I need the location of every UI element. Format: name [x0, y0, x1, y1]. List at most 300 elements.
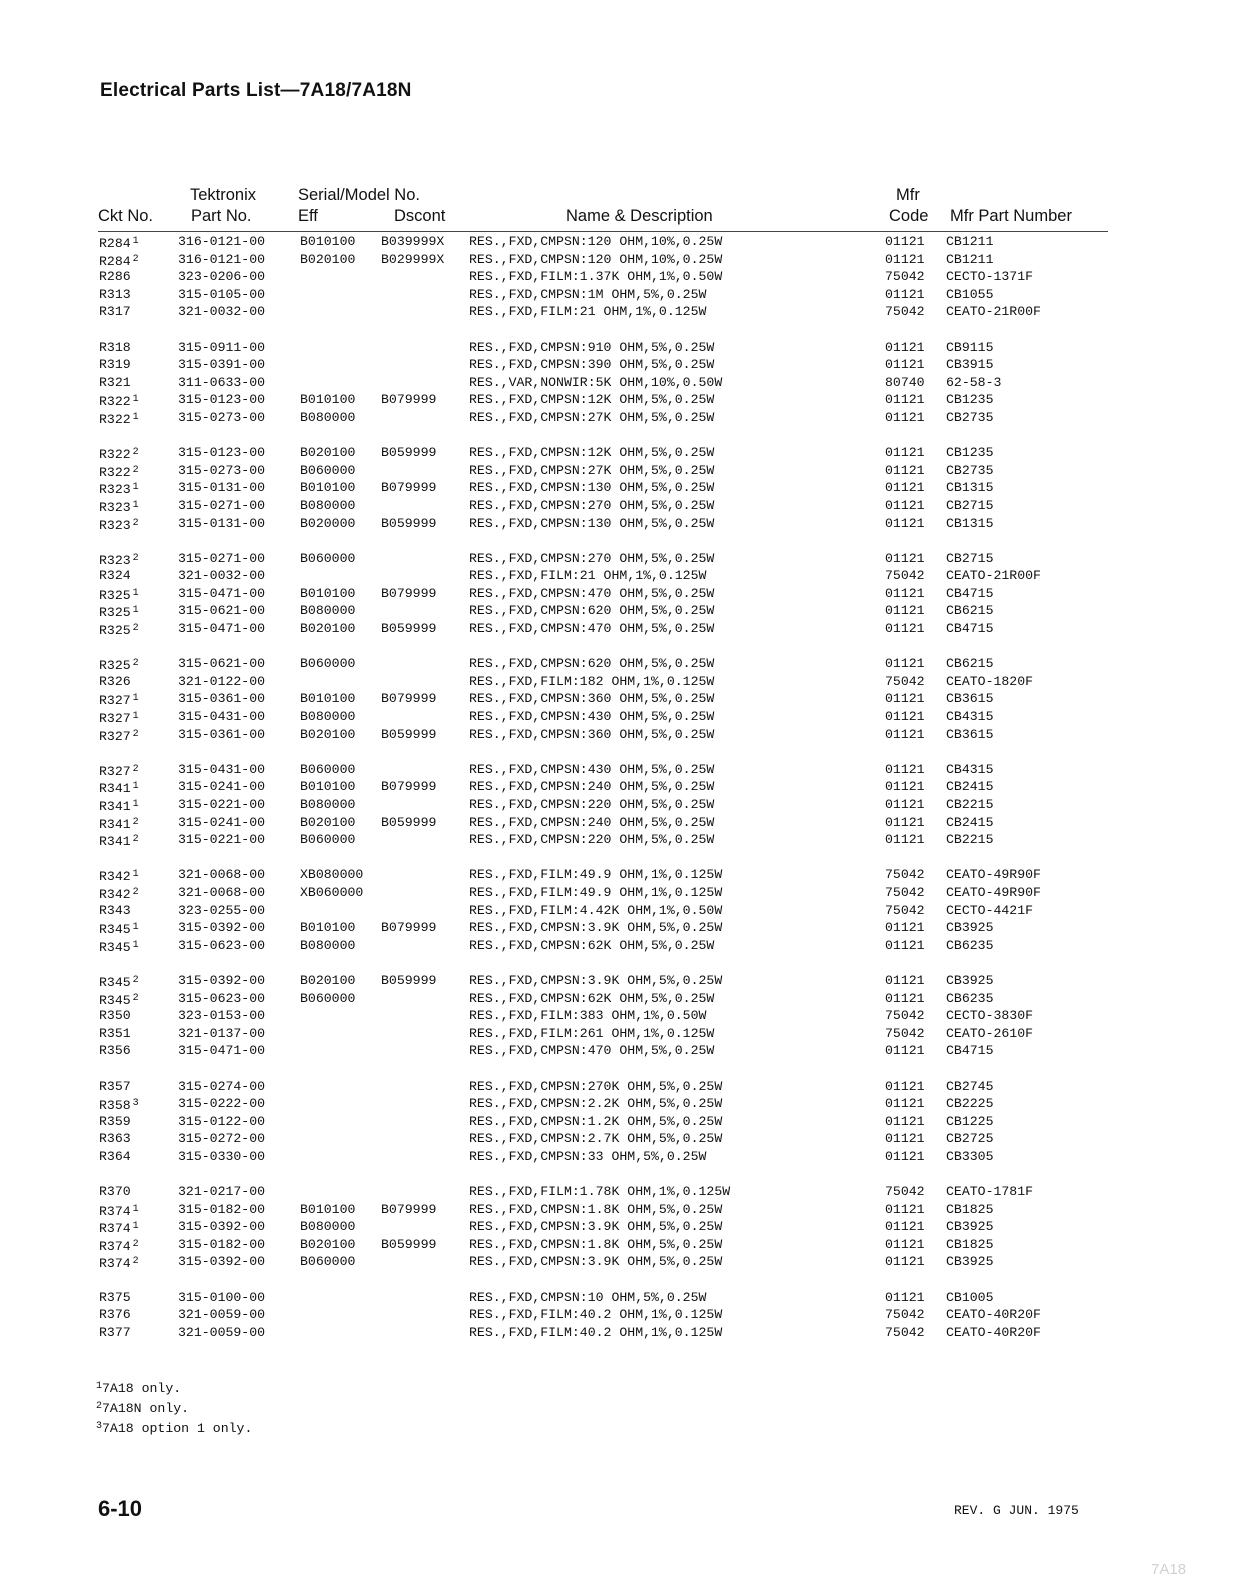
mfr-code-cell: 01121 [885, 286, 925, 302]
table-row [0, 374, 1234, 392]
part-no-cell: 315-0392-00 [178, 920, 266, 936]
eff-cell: B060000 [300, 832, 356, 848]
part-no-cell: 315-0361-00 [178, 726, 266, 742]
mfr-part-number-cell: CB3925 [946, 1254, 994, 1270]
ckt-no-cell: R317 [99, 304, 131, 320]
ckt-no-cell: R342 $^2$ [99, 886, 139, 902]
name-description-cell: RES.,FXD,CMPSN:470 OHM,5%,0.25W [469, 621, 715, 637]
ckt-no-cell: R376 [99, 1307, 131, 1323]
footnote-mark: 1 [132, 869, 139, 881]
mfr-part-number-cell: CB1315 [946, 515, 994, 531]
ckt-no-cell: R324 [99, 568, 131, 584]
eff-cell: B010100 [300, 234, 356, 249]
footnote-mark: 1 [132, 1221, 139, 1233]
part-no-cell: 321-0059-00 [178, 1324, 266, 1340]
part-no-cell: 315-0471-00 [178, 1043, 266, 1059]
table-row [0, 1042, 1234, 1060]
mfr-code-cell: 01121 [885, 990, 925, 1006]
header-tektronix: Tektronix [190, 186, 257, 204]
mfr-part-number-cell: CB1315 [946, 480, 994, 496]
ckt-no-cell: R323 $^1$ [99, 482, 139, 498]
name-description-cell: RES.,FXD,CMPSN:120 OHM,10%,0.25W [469, 234, 723, 249]
table-row [0, 391, 1234, 409]
dscont-cell: B079999 [381, 392, 437, 408]
name-description-cell: RES.,FXD,CMPSN:27K OHM,5%,0.25W [469, 462, 715, 478]
revision-label: REV. G JUN. 1975 [954, 1503, 1079, 1518]
mfr-code-cell: 01121 [885, 1289, 925, 1305]
part-no-cell: 315-0621-00 [178, 603, 266, 619]
footnotes [96, 1378, 252, 1438]
name-description-cell: RES.,FXD,FILM:21 OHM,1%,0.125W [469, 304, 707, 320]
part-no-cell: 315-0122-00 [178, 1113, 266, 1129]
dscont-cell: B079999 [381, 585, 437, 601]
name-description-cell: RES.,FXD,CMPSN:220 OHM,5%,0.25W [469, 832, 715, 848]
dscont-cell: B079999 [381, 480, 437, 496]
ckt-no-cell: R341 $^1$ [99, 799, 139, 814]
table-row [0, 602, 1234, 620]
name-description-cell: RES.,FXD,CMPSN:10 OHM,5%,0.25W [469, 1289, 707, 1305]
ckt-no-cell: R286 [99, 269, 131, 285]
row-group [0, 1183, 1234, 1271]
ckt-no-cell: R358 $^3$ [99, 1098, 139, 1114]
dscont-cell: B059999 [381, 814, 437, 830]
name-description-cell: RES.,FXD,FILM:1.37K OHM,1%,0.50W [469, 269, 723, 285]
eff-cell: B080000 [300, 603, 356, 619]
mfr-code-cell: 01121 [885, 515, 925, 531]
part-no-cell: 315-0241-00 [178, 779, 266, 795]
table-row [0, 972, 1234, 990]
part-no-cell: 315-0392-00 [178, 972, 266, 988]
part-no-cell: 321-0137-00 [178, 1025, 266, 1041]
mfr-part-number-cell: CB2715 [946, 550, 994, 566]
eff-cell: B010100 [300, 480, 356, 496]
footnote-mark: 2 [132, 623, 139, 635]
row-group [0, 761, 1234, 849]
ckt-no-cell: R345 $^1$ [99, 922, 139, 938]
header-part-no: Part No. [191, 207, 252, 225]
name-description-cell: RES.,FXD,CMPSN:120 OHM,10%,0.25W [469, 251, 723, 267]
mfr-code-cell: 01121 [885, 937, 925, 953]
ckt-no-cell: R327 $^2$ [99, 728, 139, 744]
mfr-part-number-cell: CB3925 [946, 920, 994, 936]
name-description-cell: RES.,FXD,CMPSN:1.8K OHM,5%,0.25W [469, 1236, 723, 1252]
eff-cell: B080000 [300, 409, 356, 425]
mfr-part-number-cell: CEATO-1820F [946, 673, 1034, 689]
mfr-part-number-cell: CB1225 [946, 1113, 994, 1129]
part-no-cell: 315-0273-00 [178, 409, 266, 425]
ckt-no-cell: R326 [99, 673, 131, 689]
name-description-cell: RES.,FXD,CMPSN:390 OHM,5%,0.25W [469, 357, 715, 373]
part-no-cell: 315-0123-00 [178, 445, 266, 461]
footnote-mark: 2 [132, 974, 139, 986]
table-row [0, 761, 1234, 779]
table-row [0, 339, 1234, 357]
table-row [0, 1078, 1234, 1096]
footnote-mark: 2 [132, 552, 139, 564]
footnote-mark: 2 [132, 816, 139, 828]
ckt-no-cell: R321 [99, 374, 131, 390]
name-description-cell: RES.,FXD,FILM:40.2 OHM,1%,0.125W [469, 1324, 723, 1340]
mfr-code-cell: 75042 [885, 568, 925, 584]
mfr-code-cell: 01121 [885, 709, 925, 725]
header-eff: Eff [298, 207, 318, 225]
table-row [0, 1113, 1234, 1131]
mfr-part-number-cell: CB1235 [946, 392, 994, 408]
mfr-part-number-cell: CEATO-49R90F [946, 867, 1041, 883]
table-row [0, 1025, 1234, 1043]
part-no-cell: 316-0121-00 [178, 234, 266, 249]
footnote-mark: 2 [132, 447, 139, 459]
footnote: $^2$7A18N only. [96, 1401, 190, 1416]
mfr-code-cell: 01121 [885, 462, 925, 478]
mfr-part-number-cell: CB1825 [946, 1201, 994, 1217]
mfr-part-number-cell: CB1211 [946, 251, 994, 267]
ckt-no-cell: R325 $^1$ [99, 605, 139, 621]
ckt-no-cell: R359 [99, 1113, 131, 1129]
mfr-part-number-cell: CEATO-40R20F [946, 1307, 1041, 1323]
ckt-no-cell: R284 $^1$ [99, 236, 139, 251]
mfr-part-number-cell: CB4315 [946, 761, 994, 777]
name-description-cell: RES.,FXD,CMPSN:220 OHM,5%,0.25W [469, 797, 715, 812]
name-description-cell: RES.,FXD,CMPSN:270 OHM,5%,0.25W [469, 550, 715, 566]
mfr-code-cell: 01121 [885, 339, 925, 355]
mfr-part-number-cell: CEATO-1781F [946, 1184, 1034, 1200]
mfr-part-number-cell: CB3615 [946, 691, 994, 707]
part-no-cell: 311-0633-00 [178, 374, 266, 390]
part-no-cell: 315-0273-00 [178, 462, 266, 478]
ckt-no-cell: R327 $^2$ [99, 763, 139, 779]
dscont-cell: B059999 [381, 1236, 437, 1252]
mfr-part-number-cell: CB2735 [946, 462, 994, 478]
mfr-part-number-cell: CEATO-2610F [946, 1025, 1034, 1041]
mfr-code-cell: 01121 [885, 409, 925, 425]
eff-cell: B010100 [300, 392, 356, 408]
footnote-mark: 1 [132, 605, 139, 617]
footnote-mark: 1 [132, 693, 139, 705]
part-no-cell: 315-0100-00 [178, 1289, 266, 1305]
ckt-no-cell: R363 [99, 1131, 131, 1147]
footnote-mark: 1 [132, 939, 139, 951]
name-description-cell: RES.,FXD,CMPSN:470 OHM,5%,0.25W [469, 1043, 715, 1059]
name-description-cell: RES.,FXD,CMPSN:910 OHM,5%,0.25W [469, 339, 715, 355]
table-row [0, 303, 1234, 321]
header-code: Code [889, 207, 929, 225]
eff-cell: B020100 [300, 1236, 356, 1252]
mfr-code-cell: 01121 [885, 1078, 925, 1094]
mfr-part-number-cell: CB1211 [946, 234, 994, 249]
ckt-no-cell: R356 [99, 1043, 131, 1059]
part-no-cell: 315-0392-00 [178, 1219, 266, 1235]
eff-cell: B080000 [300, 937, 356, 953]
footnote-mark: 2 [132, 253, 139, 265]
mfr-part-number-cell: CB2215 [946, 797, 994, 812]
ckt-no-cell: R313 [99, 286, 131, 302]
eff-cell: B020000 [300, 515, 356, 531]
eff-cell: B080000 [300, 709, 356, 725]
part-no-cell: 315-0391-00 [178, 357, 266, 373]
mfr-code-cell: 01121 [885, 656, 925, 672]
name-description-cell: RES.,FXD,CMPSN:1.8K OHM,5%,0.25W [469, 1201, 723, 1217]
mfr-part-number-cell: CECTO-4421F [946, 902, 1034, 918]
part-no-cell: 315-0471-00 [178, 585, 266, 601]
name-description-cell: RES.,FXD,FILM:261 OHM,1%,0.125W [469, 1025, 715, 1041]
footnote-mark: 2 [132, 728, 139, 740]
footnote-mark: 2 [132, 1238, 139, 1250]
mfr-part-number-cell: CEATO-21R00F [946, 568, 1041, 584]
name-description-cell: RES.,FXD,CMPSN:430 OHM,5%,0.25W [469, 709, 715, 725]
mfr-code-cell: 75042 [885, 1025, 925, 1041]
name-description-cell: RES.,FXD,CMPSN:2.2K OHM,5%,0.25W [469, 1096, 723, 1112]
table-row [0, 1201, 1234, 1219]
ckt-no-cell: R377 [99, 1324, 131, 1340]
mfr-part-number-cell: CB3915 [946, 357, 994, 373]
row-group [0, 866, 1234, 954]
footnote-mark: 1 [132, 1203, 139, 1215]
table-row [0, 1183, 1234, 1201]
mfr-part-number-cell: CEATO-21R00F [946, 304, 1041, 320]
table-row [0, 902, 1234, 920]
part-no-cell: 315-0131-00 [178, 480, 266, 496]
table-row [0, 585, 1234, 603]
mfr-code-cell: 01121 [885, 972, 925, 988]
mfr-code-cell: 01121 [885, 726, 925, 742]
eff-cell: B080000 [300, 497, 356, 513]
name-description-cell: RES.,FXD,CMPSN:130 OHM,5%,0.25W [469, 480, 715, 496]
footnote-mark: 3 [132, 1098, 139, 1110]
name-description-cell: RES.,FXD,CMPSN:62K OHM,5%,0.25W [469, 990, 715, 1006]
table-row [0, 1007, 1234, 1025]
name-description-cell: RES.,FXD,CMPSN:360 OHM,5%,0.25W [469, 726, 715, 742]
mfr-code-cell: 01121 [885, 1043, 925, 1059]
name-description-cell: RES.,FXD,FILM:21 OHM,1%,0.125W [469, 568, 707, 584]
ckt-no-cell: R374 $^1$ [99, 1221, 139, 1237]
part-no-cell: 321-0032-00 [178, 304, 266, 320]
name-description-cell: RES.,FXD,FILM:182 OHM,1%,0.125W [469, 673, 715, 689]
table-row [0, 708, 1234, 726]
page-title: Electrical Parts List—7A18/7A18N [100, 80, 412, 101]
mfr-code-cell: 01121 [885, 621, 925, 637]
footnote: $^1$7A18 only. [96, 1381, 182, 1396]
table-row [0, 690, 1234, 708]
name-description-cell: RES.,FXD,CMPSN:62K OHM,5%,0.25W [469, 937, 715, 953]
part-no-cell: 315-0131-00 [178, 515, 266, 531]
part-no-cell: 321-0068-00 [178, 867, 266, 883]
table-row [0, 1306, 1234, 1324]
name-description-cell: RES.,FXD,CMPSN:3.9K OHM,5%,0.25W [469, 1219, 723, 1235]
ckt-no-cell: R370 [99, 1184, 131, 1200]
ckt-no-cell: R325 $^2$ [99, 658, 139, 674]
mfr-part-number-cell: CB1825 [946, 1236, 994, 1252]
mfr-code-cell: 01121 [885, 1148, 925, 1164]
table-row [0, 1130, 1234, 1148]
ckt-no-cell: R322 $^2$ [99, 464, 139, 480]
mfr-part-number-cell: CB3305 [946, 1148, 994, 1164]
eff-cell: B060000 [300, 990, 356, 1006]
ckt-no-cell: R345 $^2$ [99, 974, 139, 990]
table-row [0, 866, 1234, 884]
mfr-code-cell: 01121 [885, 357, 925, 373]
mfr-part-number-cell: CB4715 [946, 585, 994, 601]
name-description-cell: RES.,FXD,CMPSN:430 OHM,5%,0.25W [469, 761, 715, 777]
mfr-code-cell: 01121 [885, 497, 925, 513]
ckt-no-cell: R323 $^2$ [99, 517, 139, 533]
part-no-cell: 315-0241-00 [178, 814, 266, 830]
table-row [0, 778, 1234, 796]
part-no-cell: 315-0361-00 [178, 691, 266, 707]
mfr-part-number-cell: CB9115 [946, 339, 994, 355]
name-description-cell: RES.,FXD,CMPSN:270 OHM,5%,0.25W [469, 497, 715, 513]
footnote-mark: 1 [132, 499, 139, 511]
corner-mark: 7A18 [1151, 1561, 1187, 1578]
part-no-cell: 315-0431-00 [178, 709, 266, 725]
header-name-description: Name & Description [566, 207, 713, 225]
row-group [0, 972, 1234, 1060]
part-no-cell: 315-0182-00 [178, 1201, 266, 1217]
eff-cell: B020100 [300, 726, 356, 742]
part-no-cell: 315-0911-00 [178, 339, 266, 355]
part-no-cell: 315-0623-00 [178, 937, 266, 953]
table-row [0, 919, 1234, 937]
ckt-no-cell: R374 $^1$ [99, 1203, 139, 1219]
name-description-cell: RES.,FXD,FILM:383 OHM,1%,0.50W [469, 1008, 707, 1024]
part-no-cell: 315-0274-00 [178, 1078, 266, 1094]
mfr-code-cell: 75042 [885, 884, 925, 900]
mfr-part-number-cell: CECTO-3830F [946, 1008, 1034, 1024]
mfr-code-cell: 01121 [885, 832, 925, 848]
footnote-mark: 2 [132, 992, 139, 1004]
table-row [0, 1236, 1234, 1254]
eff-cell: B010100 [300, 779, 356, 795]
footnote-mark: 1 [132, 711, 139, 723]
eff-cell: B060000 [300, 761, 356, 777]
mfr-code-cell: 01121 [885, 691, 925, 707]
eff-cell: B020100 [300, 445, 356, 461]
mfr-part-number-cell: CB1055 [946, 286, 994, 302]
footnote-mark: 1 [132, 781, 139, 793]
mfr-code-cell: 01121 [885, 550, 925, 566]
table-row [0, 356, 1234, 374]
row-group [0, 550, 1234, 638]
ckt-no-cell: R351 [99, 1025, 131, 1041]
mfr-code-cell: 75042 [885, 1184, 925, 1200]
footnote-mark: 2 [132, 886, 139, 898]
ckt-no-cell: R327 $^1$ [99, 693, 139, 709]
mfr-part-number-cell: CB3925 [946, 972, 994, 988]
part-no-cell: 315-0123-00 [178, 392, 266, 408]
part-no-cell: 315-0623-00 [178, 990, 266, 1006]
ckt-no-cell: R374 $^2$ [99, 1256, 139, 1272]
mfr-part-number-cell: CB3615 [946, 726, 994, 742]
ckt-no-cell: R322 $^1$ [99, 394, 139, 410]
eff-cell: B010100 [300, 585, 356, 601]
eff-cell: B080000 [300, 1219, 356, 1235]
name-description-cell: RES.,FXD,CMPSN:1M OHM,5%,0.25W [469, 286, 707, 302]
table-row [0, 550, 1234, 568]
mfr-code-cell: 01121 [885, 1131, 925, 1147]
table-row [0, 655, 1234, 673]
mfr-code-cell: 01121 [885, 797, 925, 812]
mfr-part-number-cell: CB6235 [946, 990, 994, 1006]
name-description-cell: RES.,FXD,CMPSN:360 OHM,5%,0.25W [469, 691, 715, 707]
row-group [0, 655, 1234, 743]
footnote-mark: 1 [132, 922, 139, 934]
mfr-code-cell: 01121 [885, 1219, 925, 1235]
part-no-cell: 321-0059-00 [178, 1307, 266, 1323]
mfr-code-cell: 01121 [885, 1096, 925, 1112]
name-description-cell: RES.,FXD,CMPSN:2.7K OHM,5%,0.25W [469, 1131, 723, 1147]
table-row [0, 726, 1234, 744]
ckt-no-cell: R323 $^2$ [99, 552, 139, 568]
parts-table [0, 233, 1234, 1359]
mfr-code-cell: 01121 [885, 1254, 925, 1270]
part-no-cell: 315-0621-00 [178, 656, 266, 672]
row-group [0, 1289, 1234, 1342]
table-row [0, 409, 1234, 427]
eff-cell: B080000 [300, 797, 356, 812]
part-no-cell: 315-0105-00 [178, 286, 266, 302]
footnote-mark: 1 [132, 236, 139, 247]
name-description-cell: RES.,VAR,NONWIR:5K OHM,10%,0.50W [469, 374, 723, 390]
footnote-mark: 2 [132, 517, 139, 529]
part-no-cell: 323-0206-00 [178, 269, 266, 285]
part-no-cell: 315-0330-00 [178, 1148, 266, 1164]
part-no-cell: 315-0271-00 [178, 550, 266, 566]
header-dscont: Dscont [394, 207, 446, 225]
name-description-cell: RES.,FXD,FILM:49.9 OHM,1%,0.125W [469, 867, 723, 883]
dscont-cell: B039999X [381, 234, 445, 249]
footnote-mark: 1 [132, 394, 139, 406]
row-group [0, 233, 1234, 321]
table-row [0, 831, 1234, 849]
ckt-no-cell: R357 [99, 1078, 131, 1094]
table-row [0, 497, 1234, 515]
ckt-no-cell: R342 $^1$ [99, 869, 139, 885]
part-no-cell: 315-0221-00 [178, 797, 266, 812]
mfr-code-cell: 75042 [885, 1307, 925, 1323]
eff-cell: B060000 [300, 462, 356, 478]
dscont-cell: B029999X [381, 251, 445, 267]
row-group [0, 1078, 1234, 1166]
mfr-code-cell: 01121 [885, 920, 925, 936]
part-no-cell: 315-0431-00 [178, 761, 266, 777]
page-number: 6-10 [98, 1496, 143, 1521]
mfr-code-cell: 01121 [885, 480, 925, 496]
mfr-part-number-cell: CB6235 [946, 937, 994, 953]
mfr-part-number-cell: CEATO-40R20F [946, 1324, 1041, 1340]
eff-cell: B020100 [300, 814, 356, 830]
dscont-cell: B059999 [381, 445, 437, 461]
footnote-mark: 2 [132, 1256, 139, 1268]
name-description-cell: RES.,FXD,CMPSN:12K OHM,5%,0.25W [469, 392, 715, 408]
eff-cell: B060000 [300, 656, 356, 672]
table-row [0, 937, 1234, 955]
ckt-no-cell: R350 [99, 1008, 131, 1024]
ckt-no-cell: R341 $^1$ [99, 781, 139, 797]
name-description-cell: RES.,FXD,CMPSN:130 OHM,5%,0.25W [469, 515, 715, 531]
eff-cell: XB060000 [300, 884, 364, 900]
mfr-code-cell: 75042 [885, 269, 925, 285]
dscont-cell: B079999 [381, 779, 437, 795]
table-row [0, 1148, 1234, 1166]
mfr-part-number-cell: CB2715 [946, 497, 994, 513]
mfr-part-number-cell: CB2735 [946, 409, 994, 425]
mfr-code-cell: 75042 [885, 304, 925, 320]
part-no-cell: 323-0153-00 [178, 1008, 266, 1024]
eff-cell: B010100 [300, 1201, 356, 1217]
header-ckt-no: Ckt No. [98, 207, 154, 225]
footnote-mark: 1 [132, 799, 139, 810]
row-group [0, 444, 1234, 532]
